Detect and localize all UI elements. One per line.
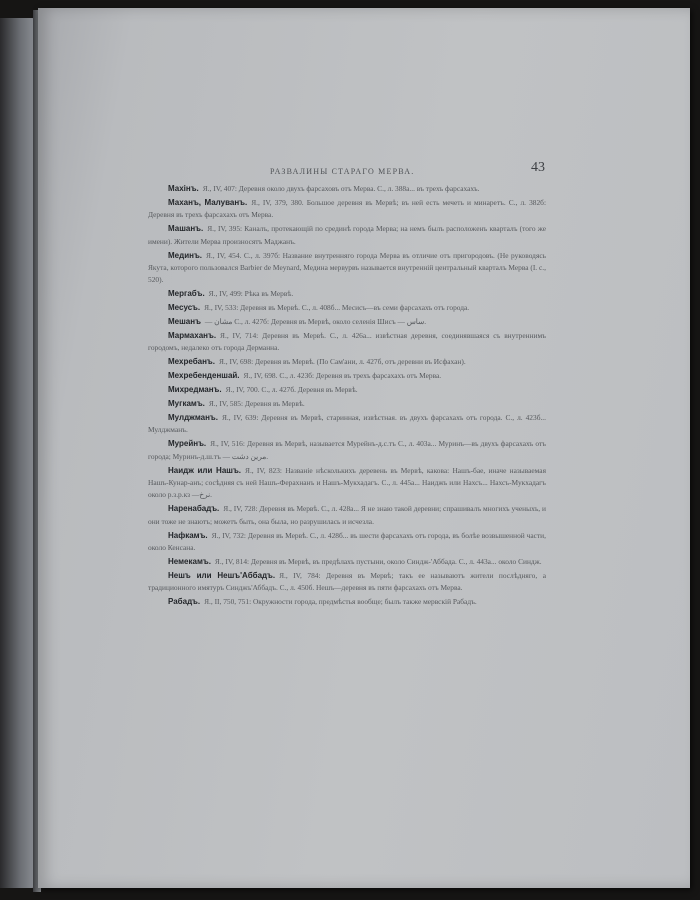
entry-headword: Мехребанъ.: [168, 357, 215, 367]
entry: [148, 250, 546, 287]
entry: [148, 412, 546, 437]
entry: [148, 503, 546, 528]
entry: [148, 316, 546, 328]
dictionary-entries: [148, 183, 546, 610]
entry-text: Я., IV, 516: Деревня въ Мервѣ, называется Мурейнъ-д.с.тъ С., л. 403а... Муринъ—въ двухъ фарсахахъ отъ города; Муринъ-д.ш.тъ — مرين دشت.: [148, 439, 546, 461]
running-head: РАЗВАЛИНЫ СТАРАГО МЕРВА.: [270, 167, 415, 176]
entry: [148, 356, 546, 368]
entry-text: Я., IV, 533: Деревня въ Мервѣ. С., л. 408б... Месисъ—въ семи фарсахахъ отъ города.: [204, 303, 470, 313]
entry: [148, 223, 546, 248]
entry-headword: Мергабъ.: [168, 289, 205, 299]
entry-headword: Нафкамъ.: [168, 530, 208, 540]
entry-text: Я., IV, 700. С., л. 427б. Деревня въ Мервѣ.: [225, 385, 358, 395]
entry-text: Я., IV, 454. С., л. 397б: Название внутренняго города Мерва въ отличие отъ пригородовъ. (Не руководясь Якута, которого пользовался Barbier de Meynard, Медина мервурвъ называется внутреннiй центральный кварталъ Мерва (I. c., 520).: [148, 250, 546, 285]
entry-headword: Мурейнъ.: [168, 439, 207, 449]
entry-headword: Мехребенденшай.: [168, 371, 240, 381]
entry: [148, 197, 546, 222]
entry-text: Я., IV, 698: Деревня въ Мервѣ. (По Сам'ани, л. 427б, отъ деревни въ Исфахан).: [218, 357, 466, 367]
entry-text: Я., IV, 728: Деревня въ Мервѣ. С., л. 428а... Я не знаю такой деревни; спрашивалъ многихъ ученыхъ, и они тоже не знаютъ; можетъ быть, она была, но разрушилась и исчезла.: [148, 504, 546, 526]
entry-headword: Рабадъ.: [168, 597, 201, 607]
entry: [148, 465, 546, 502]
entry-text: Я., IV, 585: Деревня въ Мервѣ.: [208, 399, 305, 408]
entry-headword: Маханъ, Малуванъ.: [168, 197, 248, 207]
entry-headword: Машанъ.: [168, 224, 204, 234]
entry-headword: Мулджманъ.: [168, 412, 218, 422]
entry: [148, 596, 546, 608]
entry-headword: Месусъ.: [168, 303, 201, 313]
entry: [148, 370, 546, 382]
entry-text: — مشان С., л. 427б: Деревня въ Мервѣ, около селенiя Шиcъ — ساس.: [204, 317, 427, 327]
entry: [148, 570, 546, 595]
entry: [148, 330, 546, 355]
entry-text: Я., IV, 714: Деревня въ Мервѣ. С., л. 426а... извѣстная деревня, соединявшаяся съ внутреннимъ городомъ, недалеко отъ города Дерманна.: [148, 330, 546, 353]
entry-headword: Нешъ или Нешъ'Аббадъ.: [168, 570, 276, 580]
entry-text: Я., IV, 407: Деревня около двухъ фарсаховъ отъ Мерва. С., л. 388а... въ трехъ фарсахахъ.: [202, 184, 480, 193]
entry-headword: Мармаханъ.: [168, 330, 217, 340]
entry-text: Я., IV, 639: Деревня въ Мервѣ, старинная, извѣстная. въ двухъ фарсахахъ отъ города. С., л. 423б... Мулджманъ.: [148, 412, 546, 435]
entry: [148, 384, 546, 396]
entry: [148, 530, 546, 555]
entry: [148, 438, 546, 463]
entry-headword: Махiнъ.: [168, 184, 199, 193]
entry-text: Я., II, 750, 751: Окружности города, предмѣстья вообще; былъ также мервскiй Рабадъ.: [204, 597, 477, 607]
entry-text: Я., IV, 823: Названiе нѣсколькихъ деревень въ Мервѣ, какова: Нашъ-бае, иначе называемая Нашъ-Кунар-анъ; сосѣдняя съ ней Нашъ-Ферахнанъ и Нашъ-Мукхадагъ. С., л. 445а... Наиджъ или Нахсъ... Нахсъ-Мукхадагъ около р.з.р.кз —نرخ.: [148, 465, 546, 500]
entry-text: Я., IV, 814: Деревня въ Мервѣ, въ предѣлахъ пустыни, около Синдж-'Аббада. С., л. 443а... около Синдж.: [214, 556, 542, 566]
entry-text: Я., IV, 698. С., л. 423б: Деревня въ трехъ фарсахахъ отъ Мерва.: [243, 371, 442, 381]
entry: [148, 302, 546, 314]
entry: [148, 183, 546, 195]
entry-text: Я., IV, 395: Каналъ, протекающiй по срединѣ города Мерва; на немъ былъ расположенъ кварталъ (того же имени). Жители Мерва произносятъ Маджанъ.: [148, 224, 546, 246]
entry-headword: Мешанъ: [168, 317, 201, 327]
entry-headword: Михредманъ.: [168, 385, 222, 395]
entry-headword: Немекамъ.: [168, 556, 211, 566]
entry-text: Я., IV, 732: Деревня въ Мервѣ. С., л. 428б... въ шести фарсахахъ отъ города, въ болѣе возвышенной части, около Кенсана.: [148, 530, 546, 552]
entry-headword: Мугкамъ.: [168, 399, 205, 408]
entry-text: Я., IV, 379, 380. Большое деревня въ Мервѣ; въ ней есть мечеть и минаретъ. С., л. 382б: Деревня въ трехъ фарсахахъ отъ Мерва.: [148, 197, 546, 220]
entry-text: Я., IV, 499: Рѣка въ Мервѣ.: [208, 289, 294, 299]
entry-text: Я., IV, 784: Деревня въ Мервѣ; такъ ее называютъ жители послѣдняго, а традиционного имятуръ Синджъ'Аббадъ. С., л. 450б. Нешъ—деревня въ пяти фарсахахъ отъ Мерва.: [148, 570, 547, 593]
entry-headword: Наидж или Нашъ.: [168, 465, 242, 475]
left-page-edge: [0, 18, 36, 888]
page-number: 43: [531, 160, 545, 175]
entry: [148, 398, 546, 410]
entry-headword: Наренабадъ.: [168, 504, 220, 514]
entry: [148, 556, 546, 568]
entry-headword: Мединъ.: [168, 250, 202, 260]
entry: [148, 288, 546, 300]
